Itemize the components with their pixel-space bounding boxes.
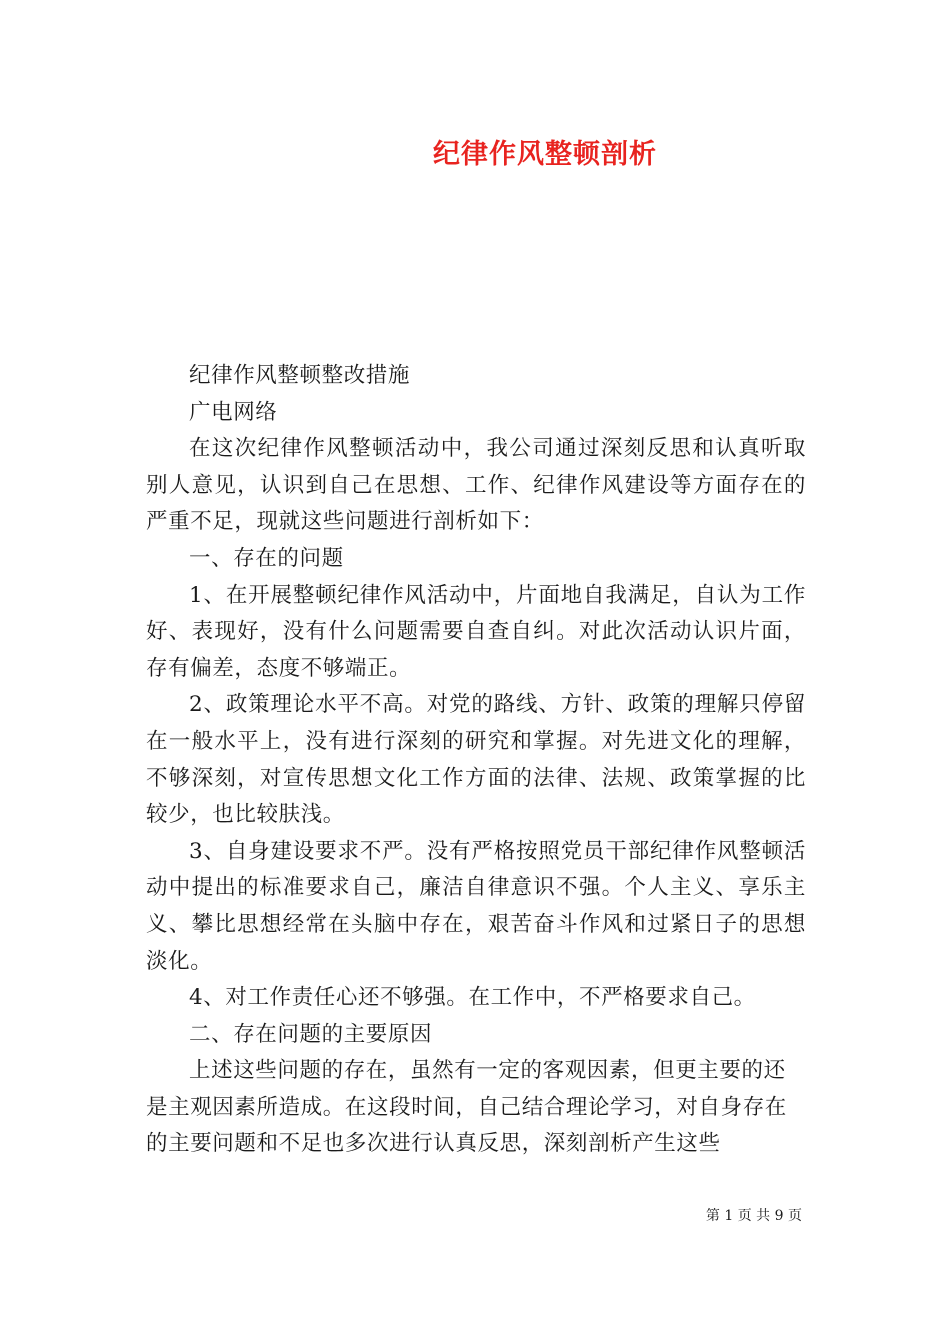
page-number-footer: 第 1 页 共 9 页 xyxy=(705,1208,802,1224)
paragraph-problem-1: 1、在开展整顿纪律作风活动中，片面地自我满足，自认为工作好、表现好，没有什么问题需要自查自纠。对此次活动认识片面，存有偏差，态度不够端正。 xyxy=(146,582,806,681)
paragraph-problem-3: 3、自身建设要求不严。没有严格按照党员干部纪律作风整顿活动中提出的标准要求自己，廉洁自律意识不强。个人主义、享乐主义、攀比思想经常在头脑中存在，艰苦奋斗作风和过紧日子的思想淡化。 xyxy=(146,838,806,974)
paragraph-problem-2: 2、政策理论水平不高。对党的路线、方针、政策的理解只停留在一般水平上，没有进行深刻的研究和掌握。对先进文化的理解，不够深刻，对宣传思想文化工作方面的法律、法规、政策掌握的比较少，也比较肤浅。 xyxy=(146,692,806,828)
paragraph-intro: 在这次纪律作风整顿活动中，我公司通过深刻反思和认真听取别人意见，认识到自己在思想、工作、纪律作风建设等方面存在的严重不足，现就这些问题进行剖析如下： xyxy=(146,436,806,535)
paragraph-subtitle: 纪律作风整顿整改措施 xyxy=(189,363,411,388)
paragraph-organization: 广电网络 xyxy=(189,399,278,425)
paragraph-causes: 上述这些问题的存在，虽然有一定的客观因素，但更主要的还是主观因素所造成。在这段时间，自己结合理论学习，对自身存在的主要问题和不足也多次进行认真反思，深刻剖析产生这些 xyxy=(146,1058,787,1157)
paragraph-problem-4: 4、对工作责任心还不够强。在工作中，不严格要求自己。 xyxy=(189,985,756,1011)
document-body xyxy=(146,358,806,1163)
document-title: 纪律作风整顿剖析 xyxy=(433,139,657,170)
section-heading-causes: 二、存在问题的主要原因 xyxy=(189,1021,433,1047)
section-heading-problems: 一、存在的问题 xyxy=(189,545,344,571)
